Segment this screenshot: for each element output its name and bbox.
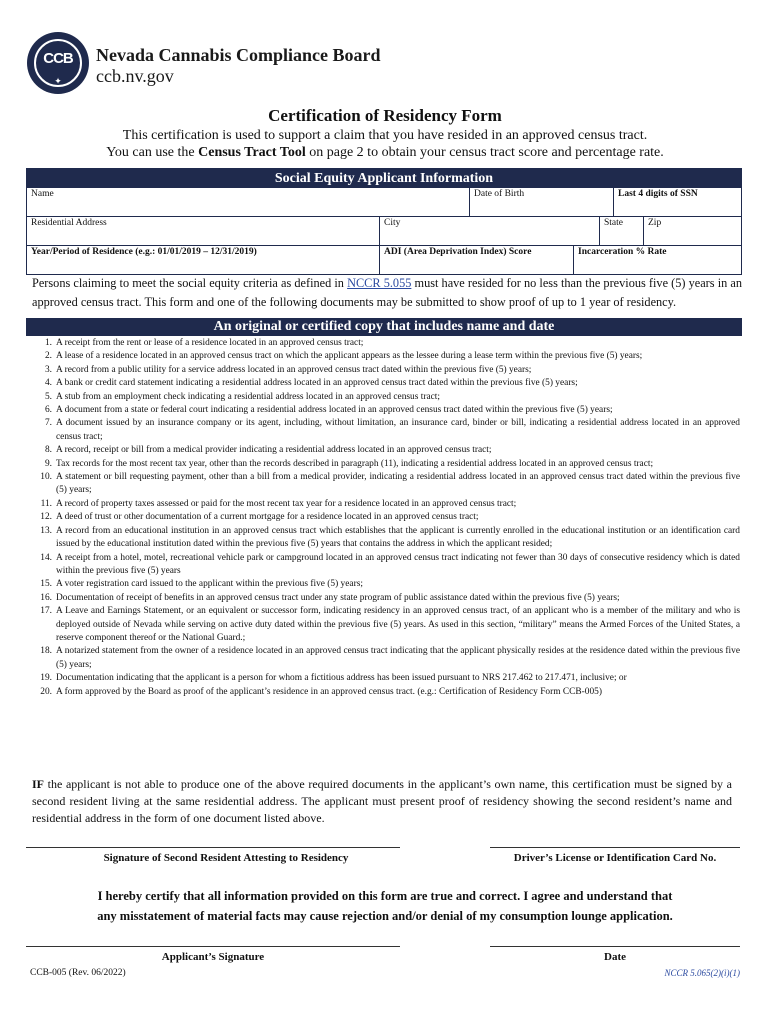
ssn-field[interactable] [613, 188, 743, 216]
license-number-label: Driver’s License or Identification Card No. [513, 852, 717, 864]
document-number: 9. [44, 458, 52, 469]
document-text: A record from an educational institution in an approved census tract which establishes that the applicant is currently enrolled in the educational institution or an identification card issued by the educational institution dated within the previous five (5) years that contains the address in which the applicant resided; [56, 525, 740, 550]
document-text: A lease of a residence located in an approved census tract on which the applicant appears as the lessee during a lease term within the previous five (5) years; [56, 351, 643, 362]
document-text: A statement or bill requesting payment, other than a bill from a medical provider, indicating a residential address located in an approved census tract dated within the previous five (5) years; [56, 472, 740, 496]
document-item [26, 525, 740, 552]
city-label: City [384, 218, 401, 228]
document-number: 13. [40, 525, 52, 536]
document-text: A stub from an employment check indicating a residential address located in an approved census tract; [56, 391, 440, 402]
period-field[interactable] [27, 246, 379, 274]
document-text: Tax records for the most recent tax year, other than the records described in paragraph (11), indicating a residential address located in an approved census tract; [56, 458, 654, 469]
second-resident-text: the applicant is not able to produce one of the above required documents in the applicant’s own name, this certification must be signed by a second resident living at the same residential address. The applicant must present proof of residency showing the second resident’s name and residential address in the form of one document listed above. [32, 777, 732, 825]
table-title: Social Equity Applicant Information [27, 169, 741, 188]
document-number: 3. [44, 364, 52, 375]
document-text: A Leave and Earnings Statement, or an equivalent or successor form, indicating residency in an approved census tract, of an applicant who is a member of the military and who is deployed outside of Nevada while serving on active duty dated within the previous five (5) years. As used in this section, “military” means the Armed Forces of the United States, a reserve component thereof or the National Guard.; [56, 606, 740, 643]
dob-label: Date of Birth [474, 189, 525, 199]
document-item [26, 337, 740, 350]
org-name: Nevada Cannabis Compliance Board [96, 45, 381, 65]
document-number: 19. [40, 673, 52, 684]
if-label: IF [32, 777, 44, 791]
document-number: 7. [44, 418, 52, 429]
ssn-label: Last 4 digits of SSN [618, 189, 698, 199]
intro-line-2 [0, 145, 770, 161]
nccr-link[interactable]: NCCR 5.055 [347, 276, 412, 290]
document-number: 18. [40, 646, 52, 657]
document-text: A notarized statement from the owner of a residence located in an approved census tract indicating that the applicant physically resides at the residence dated within the previous five (5) years; [56, 646, 740, 670]
document-text: A receipt from a hotel, motel, recreational vehicle park or campground located in an approved census tract indicating not fewer than 30 days of consecutive residency which is dated within the previous five (5) years [56, 552, 740, 576]
applicant-info-table [26, 168, 742, 275]
document-item [26, 471, 740, 498]
date-label: Date [604, 951, 626, 963]
documents-banner: An original or certified copy that includes name and date [26, 318, 742, 336]
criteria-text: must have resided for no less than the previous five (5) years in an approved census tract. This form and one of the following documents may be submitted to show proof of up to 1 year of residency. [32, 276, 742, 309]
document-text: A bank or credit card statement indicating a residential address located in an approved census tract dated within the previous five (5) years; [56, 378, 578, 389]
document-item [26, 364, 740, 377]
certification-line-1: I hereby certify that all information provided on this form are true and correct. I agree and understand that [97, 889, 673, 903]
state-label: State [604, 218, 623, 228]
org-url: ccb.nv.gov [96, 66, 174, 86]
form-id: CCB-005 (Rev. 06/2022) [30, 968, 126, 978]
document-text: A document from a state or federal court indicating a residential address located in an approved census tract dated within the previous five (5) years; [56, 405, 613, 416]
document-item [26, 592, 740, 605]
incarceration-field[interactable] [573, 246, 743, 274]
document-number: 17. [40, 606, 52, 617]
document-item [26, 377, 740, 390]
adi-field[interactable] [379, 246, 573, 274]
document-item [26, 498, 740, 511]
intro-line-1: This certification is used to support a claim that you have resided in an approved census tract. [122, 128, 648, 143]
document-text: A deed of trust or other documentation of a current mortgage for a residence located in an approved census tract; [56, 512, 479, 523]
state-field[interactable] [599, 217, 643, 245]
document-number: 11. [40, 498, 52, 509]
zip-field[interactable] [643, 217, 743, 245]
document-item [26, 391, 740, 404]
license-number-line[interactable] [490, 847, 740, 848]
regulation-reference: NCCR 5.065(2)(i)(1) [664, 968, 740, 978]
certification-line-2: any misstatement of material facts may cause rejection and/or denial of my consumption lounge application. [97, 909, 673, 923]
document-number: 4. [44, 378, 52, 389]
document-text: A form approved by the Board as proof of the applicant’s residence in an approved census tract. (e.g.: Certification of Residency Form CCB-005) [56, 686, 602, 697]
document-item [26, 404, 740, 417]
document-number: 6. [44, 405, 52, 416]
document-number: 16. [40, 592, 52, 603]
second-resident-signature-label: Signature of Second Resident Attesting to Residency [103, 852, 349, 864]
name-label: Name [31, 189, 54, 199]
date-line[interactable] [490, 946, 740, 947]
form-title: Certification of Residency Form [268, 106, 502, 125]
document-item [26, 578, 740, 591]
applicant-signature-label: Applicant’s Signature [161, 951, 265, 963]
census-tract-tool-label: Census Tract Tool [198, 145, 306, 160]
document-text: A voter registration card issued to the applicant within the previous five (5) years; [56, 579, 363, 590]
document-text: A document issued by an insurance company or its agent, including, without limitation, an insurance card, binder or bill, indicating a residential address located in an approved census tract; [56, 418, 740, 442]
second-resident-paragraph [32, 776, 732, 827]
ccb-logo [27, 32, 89, 94]
document-text: A record of property taxes assessed or paid for the most recent tax year for a residence located in an approved census tract; [56, 498, 517, 509]
name-field[interactable] [27, 188, 469, 216]
document-number: 12. [40, 512, 52, 523]
dob-field[interactable] [469, 188, 613, 216]
document-item [26, 511, 740, 524]
applicant-signature-line[interactable] [26, 946, 400, 947]
document-item [26, 552, 740, 579]
document-number: 14. [40, 552, 52, 563]
document-text: A receipt from the rent or lease of a residence located in an approved census tract; [56, 338, 364, 348]
document-item [26, 672, 740, 685]
zip-label: Zip [648, 218, 662, 228]
document-text: A record from a public utility for a service address located in an approved census tract dated within the previous five (5) years; [56, 364, 532, 375]
document-item [26, 458, 740, 471]
criteria-paragraph [32, 274, 742, 312]
document-item [26, 686, 740, 699]
document-text: Documentation indicating that the applicant is a person for whom a fictitious address has been issued pursuant to NRS 217.462 to 217.471, inclusive; or [56, 673, 627, 684]
incarceration-label: Incarceration % Rate [578, 247, 667, 257]
city-field[interactable] [379, 217, 599, 245]
logo-text: CCB [34, 39, 82, 87]
document-item [26, 645, 740, 672]
document-number: 1. [44, 338, 52, 348]
address-field[interactable] [27, 217, 379, 245]
certification-statement [0, 886, 770, 926]
document-item [26, 605, 740, 645]
document-number: 5. [44, 391, 52, 402]
document-number: 15. [40, 579, 52, 590]
document-text: A record, receipt or bill from a medical provider indicating a residential address located in an approved census tract; [56, 445, 492, 456]
document-number: 8. [44, 445, 52, 456]
document-item [26, 350, 740, 363]
intro-text: You can use the [106, 145, 199, 160]
adi-label: ADI (Area Deprivation Index) Score [384, 247, 532, 257]
document-item [26, 444, 740, 457]
document-item [26, 417, 740, 444]
address-label: Residential Address [31, 218, 107, 228]
documents-list [26, 337, 740, 699]
cannabis-leaf-icon: ✦ [54, 76, 62, 86]
document-number: 20. [40, 686, 52, 697]
document-text: Documentation of receipt of benefits in an approved census tract under any state program of public assistance dated within the previous five (5) years; [56, 592, 620, 603]
criteria-text: Persons claiming to meet the social equity criteria as defined in [32, 276, 348, 290]
document-number: 10. [40, 472, 52, 483]
document-number: 2. [44, 351, 52, 362]
second-resident-signature-line[interactable] [26, 847, 400, 848]
period-label: Year/Period of Residence (e.g.: 01/01/2019 – 12/31/2019) [31, 247, 257, 257]
intro-text: on page 2 to obtain your census tract score and percentage rate. [305, 145, 664, 160]
